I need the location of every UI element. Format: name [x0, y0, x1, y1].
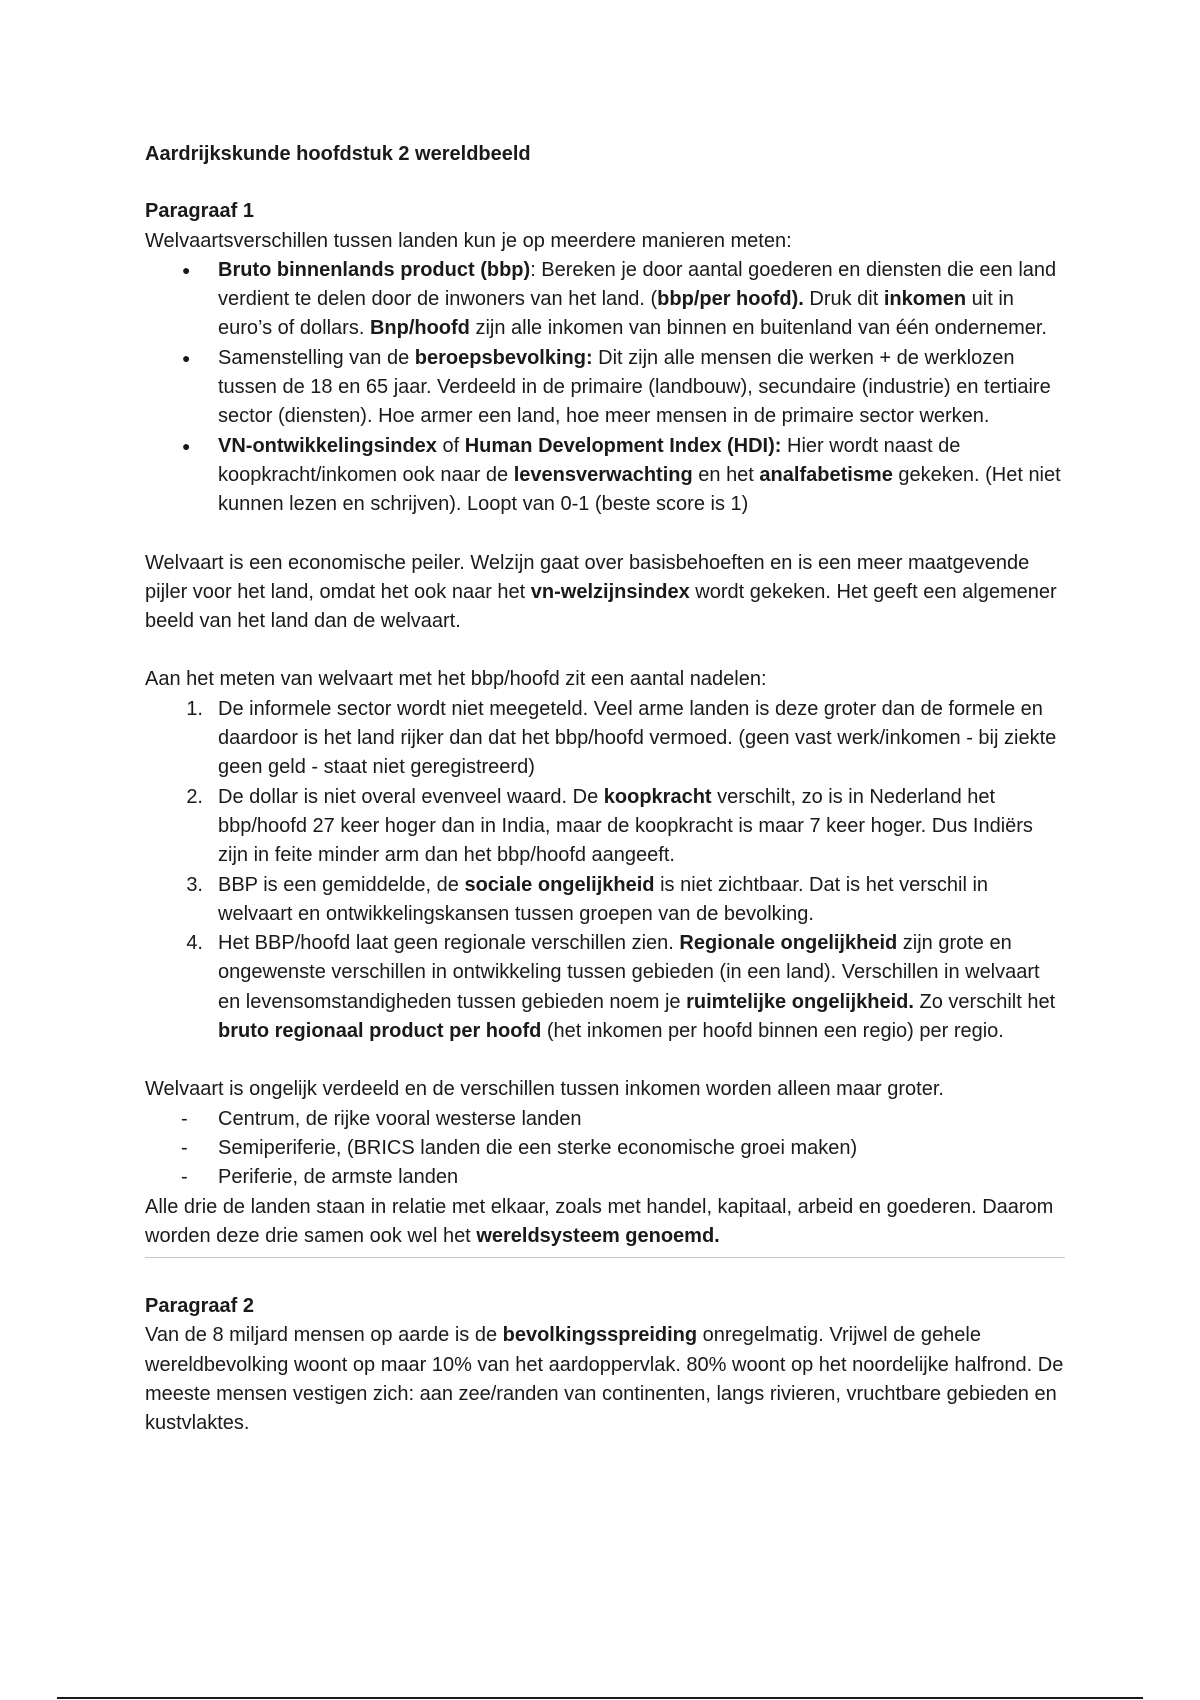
list-number: 4.: [186, 932, 203, 955]
list-item: [145, 871, 1065, 930]
measures-list: [145, 256, 1065, 520]
text-run: is niet zichtbaar. Dat is het verschil in welvaart en ontwikkelingskansen tussen groepen van de bevolking.: [218, 873, 989, 925]
list-item: [145, 344, 1065, 432]
intro-text: Welvaartsverschillen tussen landen kun je op meerdere manieren meten:: [145, 229, 792, 252]
dash-marker: -: [181, 1107, 188, 1130]
dash-marker: -: [181, 1136, 188, 1159]
bold-term: inkomen: [883, 288, 967, 311]
bold-term: Human Development Index (HDI):: [464, 434, 782, 457]
document-title: Aardrijkskunde hoofdstuk 2 wereldbeeld: [145, 143, 531, 165]
list-item: [145, 1134, 1065, 1163]
bold-term: bbp/per hoofd).: [657, 288, 804, 311]
bold-term: analfabetisme: [759, 463, 893, 486]
wereldsysteem-list: [145, 1105, 1065, 1193]
list-item: [145, 929, 1065, 1046]
text-run: Hier wordt naast de koopkracht/inkomen ook naar de: [218, 434, 961, 486]
bold-term: wereldsysteem genoemd.: [476, 1224, 720, 1247]
text-run: Samenstelling van de: [218, 346, 415, 369]
list-item-text: [218, 259, 1056, 340]
text-run: BBP is een gemiddelde, de: [218, 873, 465, 896]
text-run: : Bereken je door aantal goederen en diensten die een land verdient te delen door de inwoners van het land. (: [218, 258, 1057, 311]
bold-term: Regionale ongelijkheid: [679, 932, 898, 955]
section-divider: [145, 1257, 1065, 1258]
text-run: De dollar is niet overal evenveel waard. De: [218, 785, 604, 808]
bevolking-paragraph: [145, 1321, 1065, 1438]
bullet-icon: ●: [182, 349, 191, 366]
spacer: [145, 520, 1065, 549]
section-heading-paragraaf-1: Paragraaf 1: [145, 200, 254, 223]
bold-term: Bnp/hoofd: [369, 317, 470, 340]
dash-marker: -: [181, 1166, 188, 1189]
text-run: Welvaart is een economische peiler. Welzijn gaat over basisbehoeften en is een meer maatgevende pijler voor het land, omdat het ook naar het: [145, 551, 1030, 603]
text-run: zijn grote en ongewenste verschillen in ontwikkeling tussen gebieden (in een land). Verschillen in welvaart en levensomstandigheden tussen gebieden noem je: [218, 932, 1040, 1013]
bullet-icon: ●: [182, 437, 191, 454]
list-item: [145, 1163, 1065, 1192]
text-run: wordt gekeken. Het geeft een algemener beeld van het land dan de welvaart.: [145, 580, 1057, 633]
section-heading-paragraaf-2: Paragraaf 2: [145, 1295, 254, 1318]
bold-term: ruimtelijke ongelijkheid.: [686, 990, 914, 1013]
page-bottom-rule: [57, 1697, 1143, 1699]
list-item-text: Semiperiferie, (BRICS landen die een sterke economische groei maken): [218, 1136, 858, 1159]
spacer: [145, 636, 1065, 665]
list-number: 1.: [186, 697, 203, 720]
list-item-text: Centrum, de rijke vooral westerse landen: [218, 1107, 582, 1130]
list-item: [145, 1105, 1065, 1134]
text-run: en het: [692, 463, 760, 486]
ongelijk-paragraph: Welvaart is ongelijk verdeeld en de verschillen tussen inkomen worden alleen maar groter.: [145, 1078, 944, 1101]
text-run: zijn alle inkomen van binnen en buitenland van één ondernemer.: [469, 317, 1047, 340]
text-run: Het BBP/hoofd laat geen regionale verschillen zien.: [218, 932, 680, 955]
bold-term: beroepsbevolking:: [414, 346, 593, 369]
bold-term: bruto regionaal product per hoofd: [218, 1020, 542, 1043]
list-item-text: [218, 932, 1055, 1042]
text-run: De informele sector wordt niet meegeteld. Veel arme landen is deze groter dan de formele en daardoor is het land rijker dan dat het bbp/hoofd vermoed. (geen vast werk/inkomen - bij ziekte geen geld - staat niet geregistreerd): [218, 697, 1057, 779]
list-item: [145, 432, 1065, 520]
text-run: Alle drie de landen staan in relatie met elkaar, zoals met handel, kapitaal, arbeid en goederen. Daarom worden deze drie samen ook wel het: [145, 1195, 1054, 1247]
list-item: [145, 695, 1065, 783]
list-item-text: [218, 786, 1033, 867]
text-run: (het inkomen per hoofd binnen een regio) per regio.: [541, 1020, 1004, 1043]
bullet-icon: ●: [182, 261, 191, 278]
bold-term: VN-ontwikkelingsindex: [218, 434, 437, 457]
bold-term: koopkracht: [603, 785, 712, 808]
spacer: [145, 1046, 1065, 1075]
list-item-text: [218, 698, 1056, 779]
document-page: [145, 140, 1065, 1439]
list-item-text: Periferie, de armste landen: [218, 1166, 459, 1189]
list-item-text: [218, 347, 1051, 428]
list-item: [145, 256, 1065, 344]
list-item-text: [218, 435, 1061, 516]
text-run: Druk dit: [803, 288, 884, 311]
text-run: Van de 8 miljard mensen op aarde is de: [145, 1324, 503, 1347]
list-number: 2.: [186, 785, 203, 808]
text-run: verschilt, zo is in Nederland het bbp/hoofd 27 keer hoger dan in India, maar de koopkracht is maar 7 keer hoger. Dus Indiërs zijn in feite minder arm dan het bbp/hoofd aangeeft.: [218, 785, 1033, 867]
list-item-text: [218, 874, 988, 925]
list-item: [145, 783, 1065, 871]
nadelen-list: [145, 695, 1065, 1047]
list-number: 3.: [186, 873, 203, 896]
wereldsysteem-paragraph: [145, 1193, 1065, 1252]
bold-term: bevolkingsspreiding: [502, 1324, 698, 1347]
text-run: Dit zijn alle mensen die werken + de werklozen tussen de 18 en 65 jaar. Verdeeld in de primaire (landbouw), secundaire (industrie) en tertiaire sector (diensten). Hoe armer een land, hoe meer mensen in de primaire sector werken.: [218, 346, 1051, 428]
bold-term: vn-welzijnsindex: [530, 580, 690, 603]
bold-term: levensverwachting: [513, 463, 693, 486]
text-run: onregelmatig. Vrijwel de gehele wereldbevolking woont op maar 10% van het aardoppervlak. 80% woont op het noordelijke halfrond. De meeste mensen vestigen zich: aan zee/randen van continenten, langs rivieren, vruchtbare gebieden en kustvlaktes.: [145, 1324, 1064, 1435]
text-run: uit in euro’s of dollars.: [218, 288, 1014, 340]
welzijn-paragraph: [145, 549, 1065, 637]
text-run: Zo verschilt het: [913, 990, 1056, 1013]
nadelen-intro: Aan het meten van welvaart met het bbp/hoofd zit een aantal nadelen:: [145, 668, 767, 691]
bold-term: Bruto binnenlands product (bbp): [218, 258, 531, 281]
text-run: of: [436, 434, 465, 457]
bold-term: sociale ongelijkheid: [464, 873, 655, 896]
text-run: gekeken. (Het niet kunnen lezen en schrijven). Loopt van 0-1 (beste score is 1): [218, 463, 1061, 516]
